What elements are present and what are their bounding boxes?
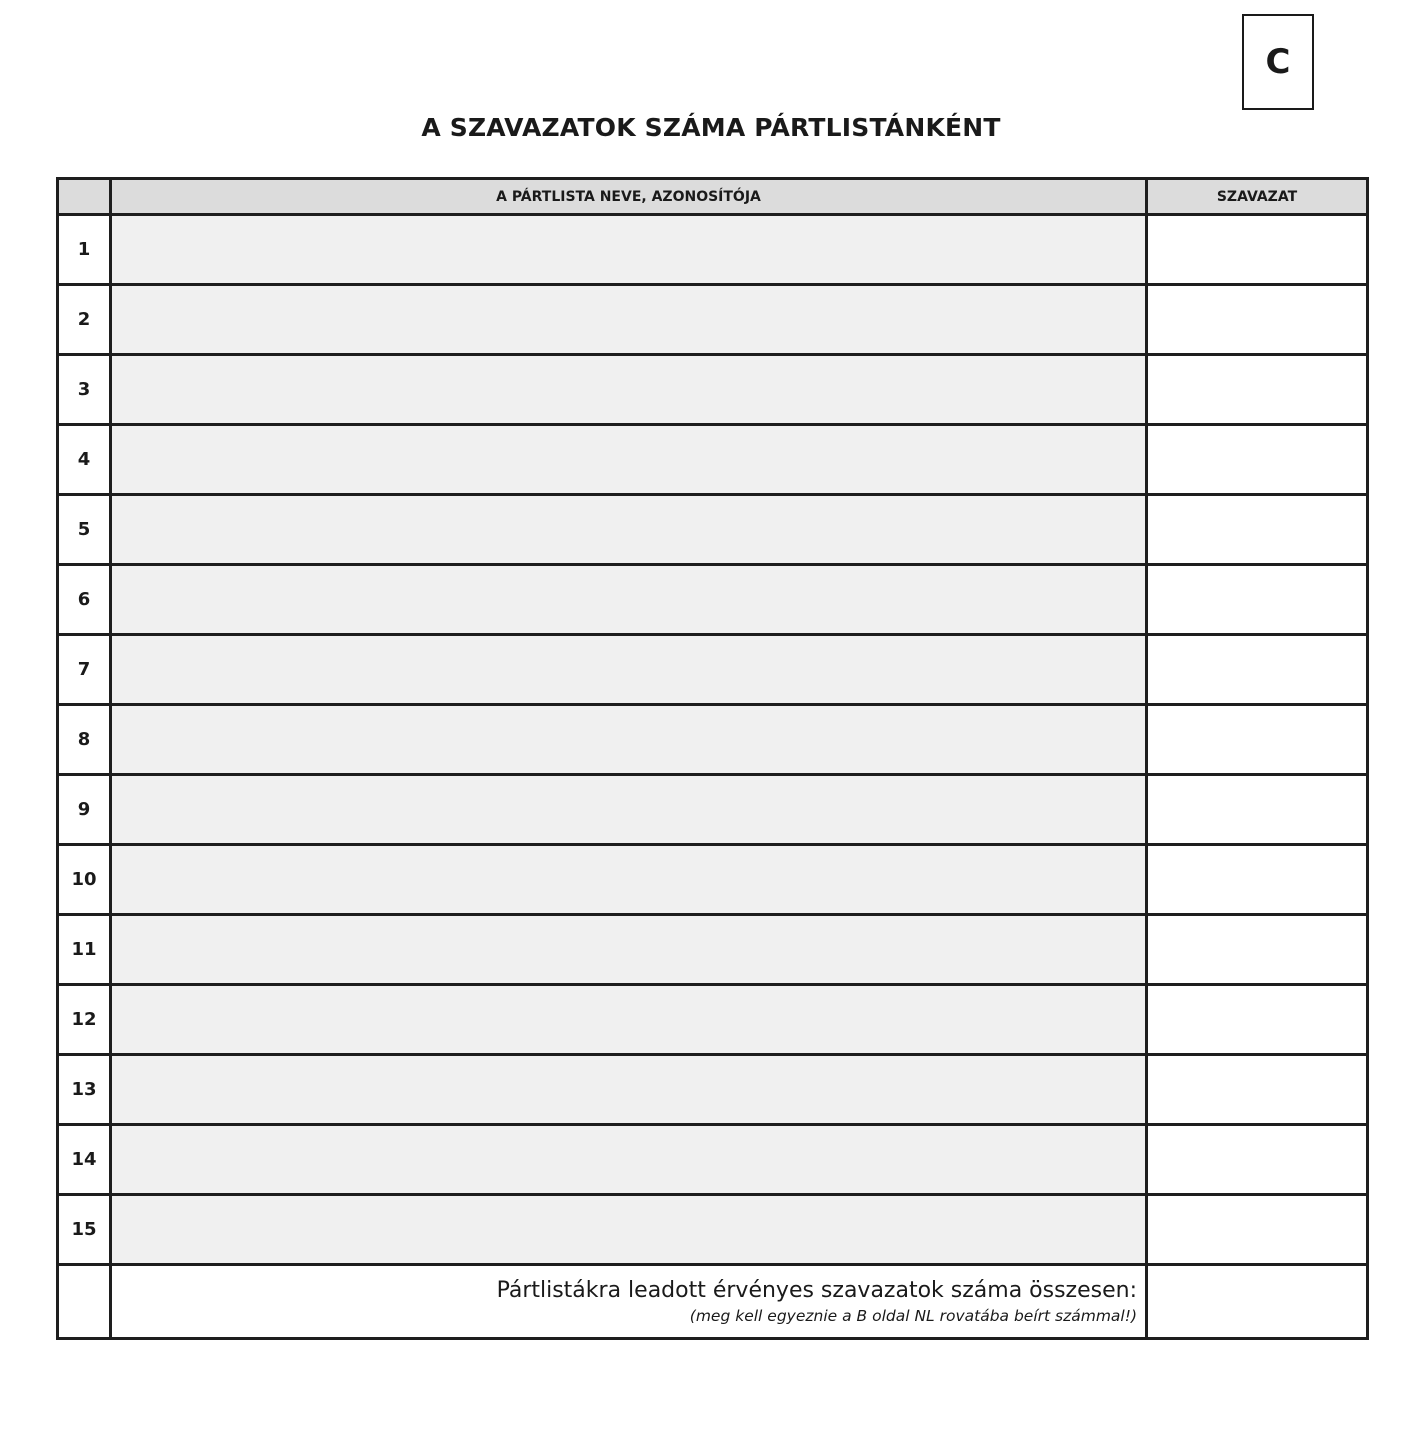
row-number: 8: [58, 705, 111, 775]
table-row: [58, 915, 1368, 985]
party-list-name-field[interactable]: [111, 495, 1147, 565]
row-number: 3: [58, 355, 111, 425]
table-row: [58, 215, 1368, 285]
header-party-list-name: A PÁRTLISTA NEVE, AZONOSÍTÓJA: [111, 179, 1147, 215]
party-list-name-field[interactable]: [111, 565, 1147, 635]
row-number: 12: [58, 985, 111, 1055]
total-number-cell: [58, 1265, 111, 1339]
party-list-name-field[interactable]: [111, 285, 1147, 355]
party-list-name-field[interactable]: [111, 425, 1147, 495]
row-number: 11: [58, 915, 111, 985]
row-number: 6: [58, 565, 111, 635]
row-number: 1: [58, 215, 111, 285]
total-label-cell: [111, 1265, 1147, 1339]
votes-field[interactable]: [1147, 1055, 1368, 1125]
votes-field[interactable]: [1147, 775, 1368, 845]
row-number: 9: [58, 775, 111, 845]
row-number: 14: [58, 1125, 111, 1195]
votes-field[interactable]: [1147, 285, 1368, 355]
table-row: [58, 1055, 1368, 1125]
page-letter: C: [1265, 42, 1291, 82]
party-list-name-field[interactable]: [111, 215, 1147, 285]
votes-field[interactable]: [1147, 705, 1368, 775]
total-label: Pártlistákra leadott érvényes szavazatok száma összesen:: [496, 1277, 1137, 1303]
party-list-name-field[interactable]: [111, 1055, 1147, 1125]
table-row: [58, 1195, 1368, 1265]
table-row: [58, 425, 1368, 495]
votes-field[interactable]: [1147, 985, 1368, 1055]
votes-field[interactable]: [1147, 355, 1368, 425]
table-row: [58, 1125, 1368, 1195]
party-list-name-field[interactable]: [111, 705, 1147, 775]
row-number: 5: [58, 495, 111, 565]
total-votes-field[interactable]: [1147, 1265, 1368, 1339]
votes-field[interactable]: [1147, 215, 1368, 285]
table-row: [58, 705, 1368, 775]
party-list-name-field[interactable]: [111, 1125, 1147, 1195]
table-row: [58, 635, 1368, 705]
votes-field[interactable]: [1147, 495, 1368, 565]
header-number: [58, 179, 111, 215]
table-row: [58, 285, 1368, 355]
row-number: 13: [58, 1055, 111, 1125]
party-list-votes-table: [56, 177, 1369, 1340]
row-number: 4: [58, 425, 111, 495]
table-row: [58, 845, 1368, 915]
table-body: [58, 215, 1368, 1265]
party-list-name-field[interactable]: [111, 1195, 1147, 1265]
table-header-row: [58, 179, 1368, 215]
votes-field[interactable]: [1147, 1195, 1368, 1265]
votes-field[interactable]: [1147, 425, 1368, 495]
votes-field[interactable]: [1147, 565, 1368, 635]
party-list-name-field[interactable]: [111, 635, 1147, 705]
total-note: (meg kell egyeznie a B oldal NL rovatába beírt számmal!): [689, 1306, 1137, 1325]
party-list-name-field[interactable]: [111, 775, 1147, 845]
header-votes: SZAVAZAT: [1147, 179, 1368, 215]
row-number: 15: [58, 1195, 111, 1265]
total-row: [58, 1265, 1368, 1339]
table-row: [58, 495, 1368, 565]
party-list-name-field[interactable]: [111, 985, 1147, 1055]
page-title: A SZAVAZATOK SZÁMA PÁRTLISTÁNKÉNT: [421, 113, 1001, 142]
votes-field[interactable]: [1147, 1125, 1368, 1195]
table-row: [58, 355, 1368, 425]
row-number: 7: [58, 635, 111, 705]
table-row: [58, 565, 1368, 635]
row-number: 10: [58, 845, 111, 915]
page-letter-box: [1242, 14, 1314, 110]
party-list-name-field[interactable]: [111, 355, 1147, 425]
row-number: 2: [58, 285, 111, 355]
votes-field[interactable]: [1147, 635, 1368, 705]
votes-field[interactable]: [1147, 845, 1368, 915]
party-list-name-field[interactable]: [111, 845, 1147, 915]
table-row: [58, 775, 1368, 845]
votes-field[interactable]: [1147, 915, 1368, 985]
table-row: [58, 985, 1368, 1055]
party-list-name-field[interactable]: [111, 915, 1147, 985]
